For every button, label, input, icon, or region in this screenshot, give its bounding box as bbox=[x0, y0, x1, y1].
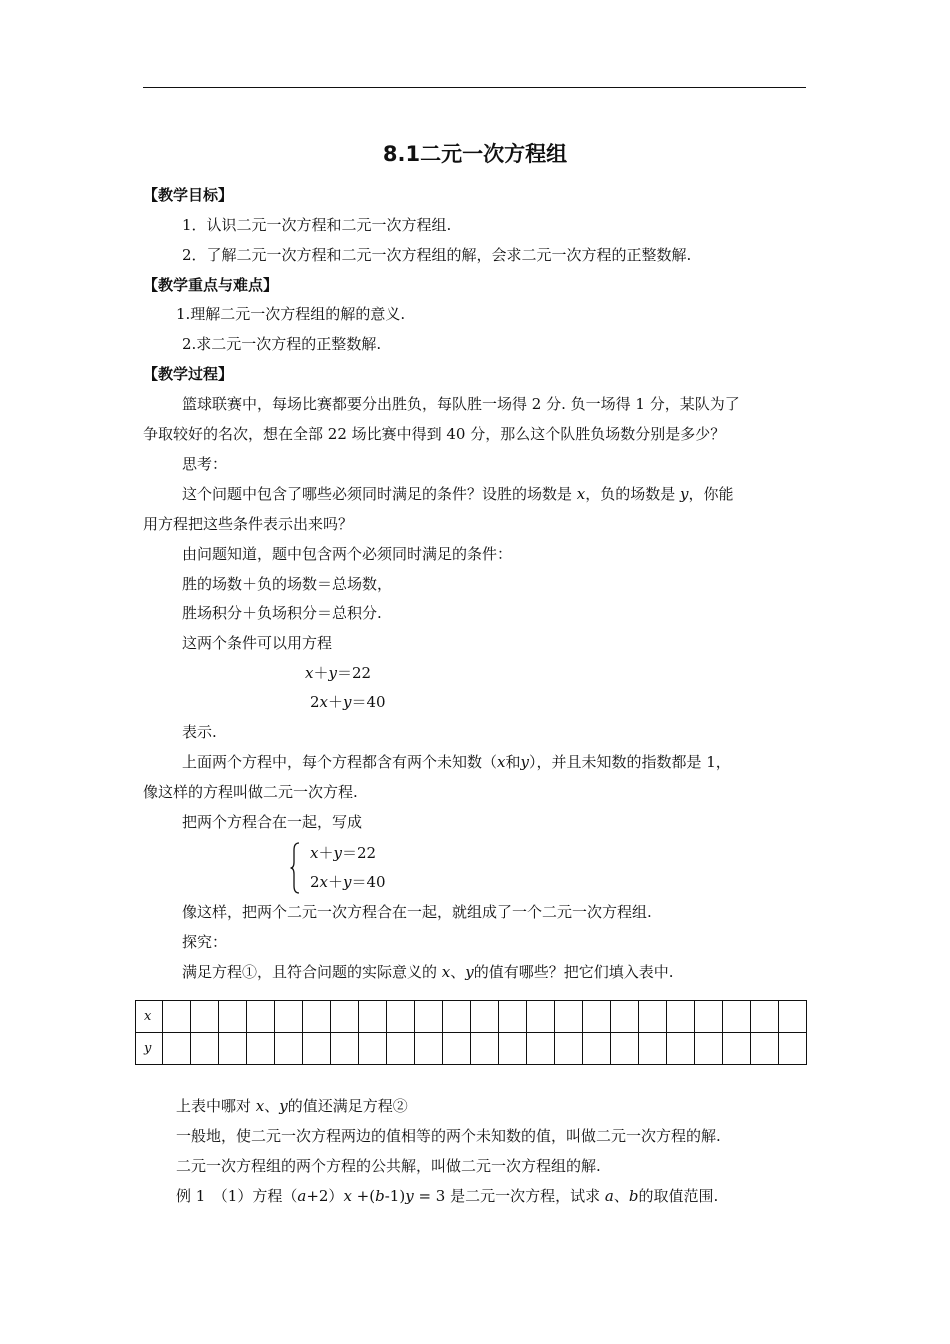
paragraph-8a: 上面两个方程中，每个方程都含有两个未知数（x和y），并且未知数的指数都是 1， bbox=[182, 753, 731, 771]
table-row-x bbox=[136, 1001, 807, 1033]
table-cell[interactable] bbox=[331, 1001, 359, 1033]
paragraph-2b: 用方程把这些条件表示出来吗？ bbox=[143, 515, 354, 533]
paragraph-4: 胜的场数＋负的场数＝总场数， bbox=[182, 575, 393, 593]
table-cell[interactable] bbox=[723, 1001, 751, 1033]
table-cell[interactable] bbox=[387, 1033, 415, 1065]
goal-1: 1．认识二元一次方程和二元一次方程组. bbox=[182, 216, 452, 234]
paragraph-2a: 这个问题中包含了哪些必须同时满足的条件？设胜的场数是 x，负的场数是 y，你能 bbox=[182, 485, 734, 503]
table-cell[interactable] bbox=[639, 1001, 667, 1033]
paragraph-9: 把两个方程合在一起，写成 bbox=[182, 813, 363, 831]
table-cell[interactable] bbox=[639, 1033, 667, 1065]
table-cell[interactable] bbox=[695, 1033, 723, 1065]
table-cell[interactable] bbox=[359, 1033, 387, 1065]
system-equation-1: x＋y＝22 bbox=[310, 844, 377, 862]
table-cell[interactable] bbox=[303, 1033, 331, 1065]
process-heading: 【教学过程】 bbox=[143, 365, 234, 383]
paragraph-7: 表示. bbox=[182, 723, 217, 741]
solution-table bbox=[135, 1000, 807, 1065]
row-label-x: x bbox=[136, 1001, 163, 1033]
paragraph-13: 一般地，使二元一次方程两边的值相等的两个未知数的值，叫做二元一次方程的解. bbox=[176, 1127, 721, 1145]
table-cell[interactable] bbox=[191, 1001, 219, 1033]
goals-heading: 【教学目标】 bbox=[143, 186, 234, 204]
table-cell[interactable] bbox=[555, 1001, 583, 1033]
table-row-y bbox=[136, 1033, 807, 1065]
table-cell[interactable] bbox=[247, 1033, 275, 1065]
table-cell[interactable] bbox=[163, 1033, 191, 1065]
example-1: 例 1 （1）方程（a+2）x +(b-1)y = 3 是二元一次方程，试求 a、b的取值范围. bbox=[176, 1187, 719, 1205]
table-cell[interactable] bbox=[387, 1001, 415, 1033]
table-cell[interactable] bbox=[219, 1033, 247, 1065]
table-cell[interactable] bbox=[443, 1033, 471, 1065]
header-rule bbox=[143, 87, 806, 88]
table-cell[interactable] bbox=[583, 1001, 611, 1033]
table-cell[interactable] bbox=[611, 1001, 639, 1033]
paragraph-5: 胜场积分＋负场积分＝总积分. bbox=[182, 604, 382, 622]
paragraph-11: 满足方程①，且符合问题的实际意义的 x、y的值有哪些？把它们填入表中. bbox=[182, 963, 674, 981]
table-cell[interactable] bbox=[583, 1033, 611, 1065]
table-cell[interactable] bbox=[471, 1001, 499, 1033]
key-2: 2.求二元一次方程的正整数解. bbox=[182, 335, 382, 353]
table-cell[interactable] bbox=[695, 1001, 723, 1033]
table-cell[interactable] bbox=[275, 1033, 303, 1065]
table-cell[interactable] bbox=[471, 1033, 499, 1065]
table-cell[interactable] bbox=[247, 1001, 275, 1033]
goal-2: 2．了解二元一次方程和二元一次方程组的解，会求二元一次方程的正整数解. bbox=[182, 246, 692, 264]
table-cell[interactable] bbox=[163, 1001, 191, 1033]
paragraph-12: 上表中哪对 x、y的值还满足方程② bbox=[176, 1097, 408, 1115]
table-cell[interactable] bbox=[303, 1001, 331, 1033]
table-cell[interactable] bbox=[443, 1001, 471, 1033]
system-brace-icon bbox=[290, 842, 300, 894]
table-cell[interactable] bbox=[499, 1033, 527, 1065]
paragraph-1a: 篮球联赛中，每场比赛都要分出胜负，每队胜一场得 2 分. 负一场得 1 分，某队为了 bbox=[182, 395, 740, 413]
table-cell[interactable] bbox=[527, 1001, 555, 1033]
table-cell[interactable] bbox=[499, 1001, 527, 1033]
table-cell[interactable] bbox=[779, 1033, 807, 1065]
equation-2: 2x＋y＝40 bbox=[310, 693, 386, 711]
table-cell[interactable] bbox=[415, 1001, 443, 1033]
table-cell[interactable] bbox=[219, 1001, 247, 1033]
think-label: 思考： bbox=[182, 455, 228, 473]
equation-1: x＋y＝22 bbox=[305, 664, 372, 682]
keys-heading: 【教学重点与难点】 bbox=[143, 276, 279, 294]
page-title: 8.1二元一次方程组 bbox=[382, 142, 568, 166]
system-equation-2: 2x＋y＝40 bbox=[310, 873, 386, 891]
table-cell[interactable] bbox=[611, 1033, 639, 1065]
paragraph-10: 像这样，把两个二元一次方程合在一起，就组成了一个二元一次方程组. bbox=[182, 903, 652, 921]
row-label-y: y bbox=[136, 1033, 163, 1065]
table-cell[interactable] bbox=[359, 1001, 387, 1033]
table-cell[interactable] bbox=[275, 1001, 303, 1033]
table-cell[interactable] bbox=[667, 1033, 695, 1065]
key-1: 1.理解二元一次方程组的解的意义. bbox=[176, 305, 406, 323]
paragraph-3: 由问题知道，题中包含两个必须同时满足的条件： bbox=[182, 545, 513, 563]
table-cell[interactable] bbox=[191, 1033, 219, 1065]
table-cell[interactable] bbox=[527, 1033, 555, 1065]
table-cell[interactable] bbox=[751, 1001, 779, 1033]
table-cell[interactable] bbox=[415, 1033, 443, 1065]
table-cell[interactable] bbox=[667, 1001, 695, 1033]
paragraph-8b: 像这样的方程叫做二元一次方程. bbox=[143, 783, 358, 801]
table-cell[interactable] bbox=[723, 1033, 751, 1065]
table-cell[interactable] bbox=[751, 1033, 779, 1065]
explore-label: 探究： bbox=[182, 933, 228, 951]
paragraph-1b: 争取较好的名次，想在全部 22 场比赛中得到 40 分，那么这个队胜负场数分别是多少？ bbox=[143, 425, 726, 443]
table-cell[interactable] bbox=[555, 1033, 583, 1065]
table-cell[interactable] bbox=[331, 1033, 359, 1065]
paragraph-6: 这两个条件可以用方程 bbox=[182, 634, 333, 652]
paragraph-14: 二元一次方程组的两个方程的公共解，叫做二元一次方程组的解. bbox=[176, 1157, 601, 1175]
table-cell[interactable] bbox=[779, 1001, 807, 1033]
